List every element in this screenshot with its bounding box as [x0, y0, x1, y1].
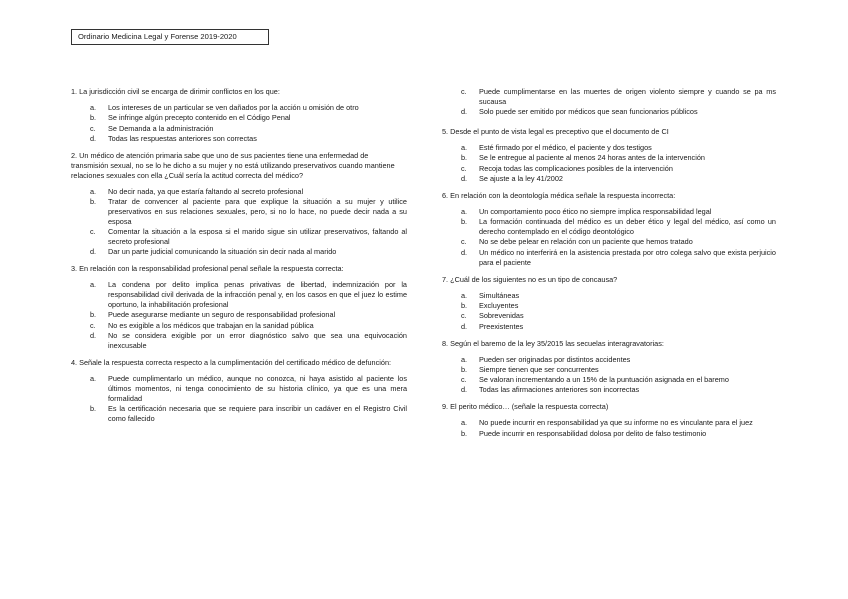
answer-option: [71, 310, 407, 320]
option-text: Se Demanda a la administración: [108, 123, 214, 133]
answer-option: [71, 197, 407, 227]
option-text: Esté firmado por el médico, el paciente y dos testigos: [479, 143, 652, 153]
answer-option: [71, 187, 407, 197]
option-text: No decir nada, ya que estaría faltando al secreto profesional: [108, 186, 304, 196]
option-text: Puede cumplimentarlo un médico, aunque no conozca, ni haya asistido al paciente los últimos momentos, ni tenga conocimiento de su historia clínico, ya que es una mera formalidad: [108, 373, 407, 403]
answer-option: [442, 355, 776, 365]
option-text: Todas las respuestas anteriores son correctas: [108, 133, 257, 143]
answer-option: [442, 418, 776, 428]
answer-option: [71, 103, 407, 113]
answer-option: [442, 164, 776, 174]
option-text: Todas las afirmaciones anteriores son incorrectas: [479, 385, 640, 395]
option-label: b.: [461, 217, 468, 227]
option-text: Se le entregue al paciente al menos 24 horas antes de la intervención: [479, 153, 705, 163]
question-2: [71, 151, 407, 257]
question-3: [71, 264, 407, 350]
question-text: 6. En relación con la deontología médica señale la respuesta incorrecta:: [442, 191, 676, 200]
answer-option: [71, 374, 407, 404]
question-6: [442, 191, 776, 268]
option-label: b.: [461, 428, 468, 438]
option-label: c.: [90, 227, 96, 237]
question-text: 9. El perito médico… (señale la respuesta correcta): [442, 402, 609, 412]
option-text: No puede incurrir en responsabilidad ya que su informe no es vinculante para el juez: [479, 418, 753, 428]
question-7: [442, 275, 776, 332]
option-text: No se debe pelear en relación con un paciente que hemos tratado: [479, 237, 693, 247]
option-text: Puede asegurarse mediante un seguro de responsabilidad profesional: [108, 310, 336, 320]
option-label: c.: [90, 320, 96, 330]
answer-option: [442, 174, 776, 184]
option-text: Los intereses de un particular se ven dañados por la acción u omisión de otro: [108, 102, 359, 112]
answer-option: [71, 404, 407, 424]
option-label: a.: [461, 354, 468, 364]
option-label: a.: [90, 373, 97, 383]
answer-option: [442, 311, 776, 321]
option-text: Dar un parte judicial comunicando la situación sin decir nada al marido: [108, 247, 337, 257]
question-text: 8. Según el baremo de la ley 35/2015 las secuelas interagravatorias:: [442, 338, 664, 348]
option-text: Puede incurrir en responsabilidad dolosa por delito de falso testimonio: [479, 428, 707, 438]
answer-option: [442, 87, 776, 107]
option-label: d.: [461, 173, 468, 183]
option-text: Un médico no interferirá en la asistencia prestada por otro colega salvo que exista perjuicio para el paciente: [479, 247, 776, 267]
option-text: Tratar de convencer al paciente para que explique la situación a su mujer y utilice preservativos en sus relaciones sexuales, pero, si no lo hace, no puede decir nada a su esposa: [108, 196, 407, 226]
answer-option: [442, 365, 776, 375]
answer-option: [442, 153, 776, 163]
right-column: [442, 87, 776, 446]
option-text: Recoja todas las complicaciones posibles de la intervención: [479, 163, 673, 173]
option-text: Se infringe algún precepto contenido en el Código Penal: [108, 113, 291, 123]
left-column: [71, 87, 407, 431]
option-label: a.: [90, 186, 97, 196]
option-label: c.: [461, 163, 467, 173]
answer-option: [442, 429, 776, 439]
question-text: 2. Un médico de atención primaria sabe que uno de sus pacientes tiene una enfermedad de transmisión sexual, no se lo he dicho a su mujer y no está utilizando preservativos cuando mantiene relaciones sexuales con ella ¿Cuál sería la actitud correcta del médico?: [71, 150, 395, 180]
option-text: Puede cumplimentarse en las muertes de origen violento siempre y cuando se pa ms sucausa: [479, 87, 776, 106]
question-text: 3. En relación con la responsabilidad profesional penal señale la respuesta correcta:: [71, 264, 344, 274]
option-label: b.: [461, 364, 468, 374]
option-text: Excluyentes: [479, 300, 519, 310]
option-label: a.: [90, 102, 97, 112]
option-text: Un comportamiento poco ético no siempre implica responsabilidad legal: [479, 206, 712, 216]
answer-option: [71, 247, 407, 257]
option-text: Solo puede ser emitido por médicos que sean funcionarios públicos: [479, 107, 698, 117]
answer-option: [442, 217, 776, 237]
answer-option: [442, 375, 776, 385]
answer-option: [442, 301, 776, 311]
option-label: c.: [461, 311, 467, 321]
option-text: Siempre tienen que ser concurrentes: [479, 364, 599, 374]
option-label: c.: [461, 375, 467, 385]
question-text: 1. La jurisdicción civil se encarga de dirimir conflictos en los que:: [71, 87, 280, 96]
option-label: b.: [90, 403, 97, 413]
question-4-continuation: [442, 87, 776, 117]
question-8: [442, 339, 776, 396]
question-text: 7. ¿Cuál de los siguientes no es un tipo de concausa?: [442, 274, 618, 284]
option-text: Se valoran incrementando a un 15% de la puntuación asignada en el baremo: [479, 375, 729, 385]
option-label: d.: [461, 321, 468, 331]
answer-option: [442, 385, 776, 395]
option-label: a.: [461, 206, 468, 216]
answer-option: [71, 227, 407, 247]
answer-option: [71, 331, 407, 351]
option-label: d.: [461, 385, 468, 395]
answer-option: [442, 322, 776, 332]
answer-option: [442, 143, 776, 153]
option-label: b.: [90, 113, 97, 123]
option-label: b.: [461, 153, 468, 163]
option-label: d.: [90, 330, 97, 340]
option-text: La condena por delito implica penas privativas de libertad, indemnización por la responsabilidad civil derivada de la infracción penal y, en los casos en que el juez lo estime oportuno, la inhabilitación profesional: [108, 280, 407, 310]
option-label: a.: [461, 290, 468, 300]
answer-option: [71, 134, 407, 144]
question-1: [71, 87, 407, 144]
option-label: c.: [461, 237, 467, 247]
option-label: b.: [90, 196, 97, 206]
question-9: [442, 402, 776, 438]
option-label: d.: [90, 247, 97, 257]
option-label: c.: [461, 87, 467, 96]
option-text: La formación continuada del médico es un deber ético y legal del médico, así como un derecho contemplado en el código deontológico: [479, 217, 776, 237]
option-text: Simultáneas: [479, 290, 520, 300]
option-label: d.: [461, 107, 468, 117]
option-text: No es exigible a los médicos que trabajan en la sanidad pública: [108, 320, 314, 330]
answer-option: [71, 321, 407, 331]
question-text: 4. Señale la respuesta correcta respecto a la cumplimentación del certificado médico de defunción:: [71, 357, 392, 367]
option-label: b.: [461, 300, 468, 310]
option-text: Pueden ser originadas por distintos accidentes: [479, 354, 631, 364]
answer-option: [442, 107, 776, 117]
answer-option: [71, 113, 407, 123]
option-label: b.: [90, 310, 97, 320]
option-text: Es la certificación necesaria que se requiere para inscribir un cadáver en el Registro Civil como fallecido: [108, 403, 407, 423]
answer-option: [442, 248, 776, 268]
question-text: 5. Desde el punto de vista legal es preceptivo que el documento de CI: [442, 127, 669, 137]
option-label: a.: [90, 280, 97, 290]
option-label: d.: [90, 133, 97, 143]
option-text: No se considera exigible por un error diagnóstico salvo que sea una equivocación inexcusable: [108, 330, 407, 350]
answer-option: [442, 237, 776, 247]
option-label: c.: [90, 123, 96, 133]
answer-option: [71, 124, 407, 134]
answer-option: [442, 291, 776, 301]
answer-option: [442, 207, 776, 217]
option-text: Sobrevenidas: [479, 311, 524, 321]
option-label: a.: [461, 143, 468, 153]
document-title: Ordinario Medicina Legal y Forense 2019-2020: [71, 29, 269, 45]
option-label: d.: [461, 247, 468, 257]
question-5: [442, 127, 776, 184]
answer-option: [71, 280, 407, 310]
question-4: [71, 358, 407, 424]
option-text: Preexistentes: [479, 321, 524, 331]
option-text: Se ajuste a la ley 41/2002: [479, 173, 563, 183]
option-label: a.: [461, 418, 468, 428]
option-text: Comentar la situación a la esposa si el marido sigue sin utilizar preservativos, faltando al secreto profesional: [108, 227, 407, 246]
